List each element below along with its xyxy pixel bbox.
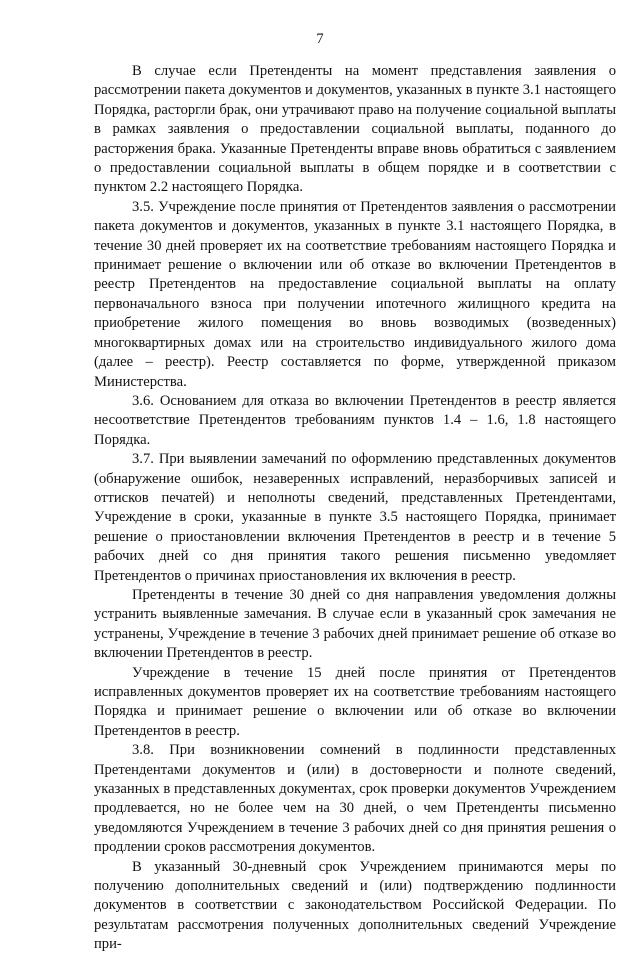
paragraph-divorce: В случае если Претенденты на момент представления заявления о рассмотрении пакета документов и документов, указанных в пункте 3.1 настоящего Порядка, расторгли брак, они утрачивают право на получение социальной выплаты в рамках заявления о предоставлении социальной выплаты, поданного до расторжения брака. Указанные Претенденты вправе вновь обратиться с заявлением о предоставлении социальной выплаты в общем порядке и в соответствии с пунктом 2.2 настоящего Порядка. [94, 63, 616, 196]
paragraph-3-6: 3.6. Основанием для отказа во включении Претендентов в реестр является несоответствие Претендентов требованиям пунктов 1.4 – 1.6, 1.8 настоящего Порядка. [94, 392, 616, 448]
page-number: 7 [316, 31, 324, 47]
paragraph-3-8: 3.8. При возникновении сомнений в подлинности представленных Претендентами документов и (или) в достоверности и полноте сведений, указанных в представленных документах, срок проверки документов Учреждением продлевается, но не более чем на 30 дней, о чем Претенденты письменно уведомляются Учреждением в течение 3 рабочих дней со дня принятия решения о продлении сроков рассмотрения документов. [94, 742, 616, 856]
paragraph-30-day-term: В указанный 30-дневный срок Учреждением принимаются меры по получению дополнительных сведений и (или) подтверждению подлинности документов в соответствии с законодательством Российской Федерации. По результатам рассмотрения полученных дополнительных сведений Учреждение при- [94, 858, 616, 953]
paragraph-remedy-deadline: Претенденты в течение 30 дней со дня направления уведомления должны устранить выявленные замечания. В случае если в указанный срок замечания не устранены, Учреждение в течение 3 рабочих дней принимает решение об отказе во включении Претендентов в реестр. [94, 586, 616, 662]
paragraph-recheck: Учреждение в течение 15 дней после принятия от Претендентов исправленных документов проверяет их на соответствие требованиям настоящего Порядка и принимает решение о включении или об отказе во включении Претендентов в реестр. [94, 664, 616, 739]
paragraph-3-7: 3.7. При выявлении замечаний по оформлению представленных документов (обнаружение ошибок, незаверенных исправлений, неразборчивых записей и оттисков печатей) и неполноты сведений, представленных Претендентами, Учреждение в сроки, указанные в пункте 3.5 настоящего Порядка, принимает решение о приостановлении включения Претендентов в реестр и в течение 5 рабочих дней со дня принятия такого решения письменно уведомляет Претендентов о причинах приостановления их включения в реестр. [94, 451, 616, 584]
document-body [94, 62, 616, 955]
paragraph-3-5: 3.5. Учреждение после принятия от Претендентов заявления о рассмотрении пакета документов и документов, указанных в пункте 3.1 настоящего Порядка, в течение 30 дней проверяет их на соответствие требованиям настоящего Порядка и принимает решение о включении или об отказе во включении Претендентов в реестр Претендентов на предоставление социальной выплаты на оплату первоначального взноса при получении ипотечного жилищного кредита на приобретение жилого помещения во вновь возводимых (возведенных) многоквартирных домах или на строительство индивидуального жилого дома (далее – реестр). Реестр составляется по форме, утвержденной приказом Министерства. [94, 198, 616, 390]
